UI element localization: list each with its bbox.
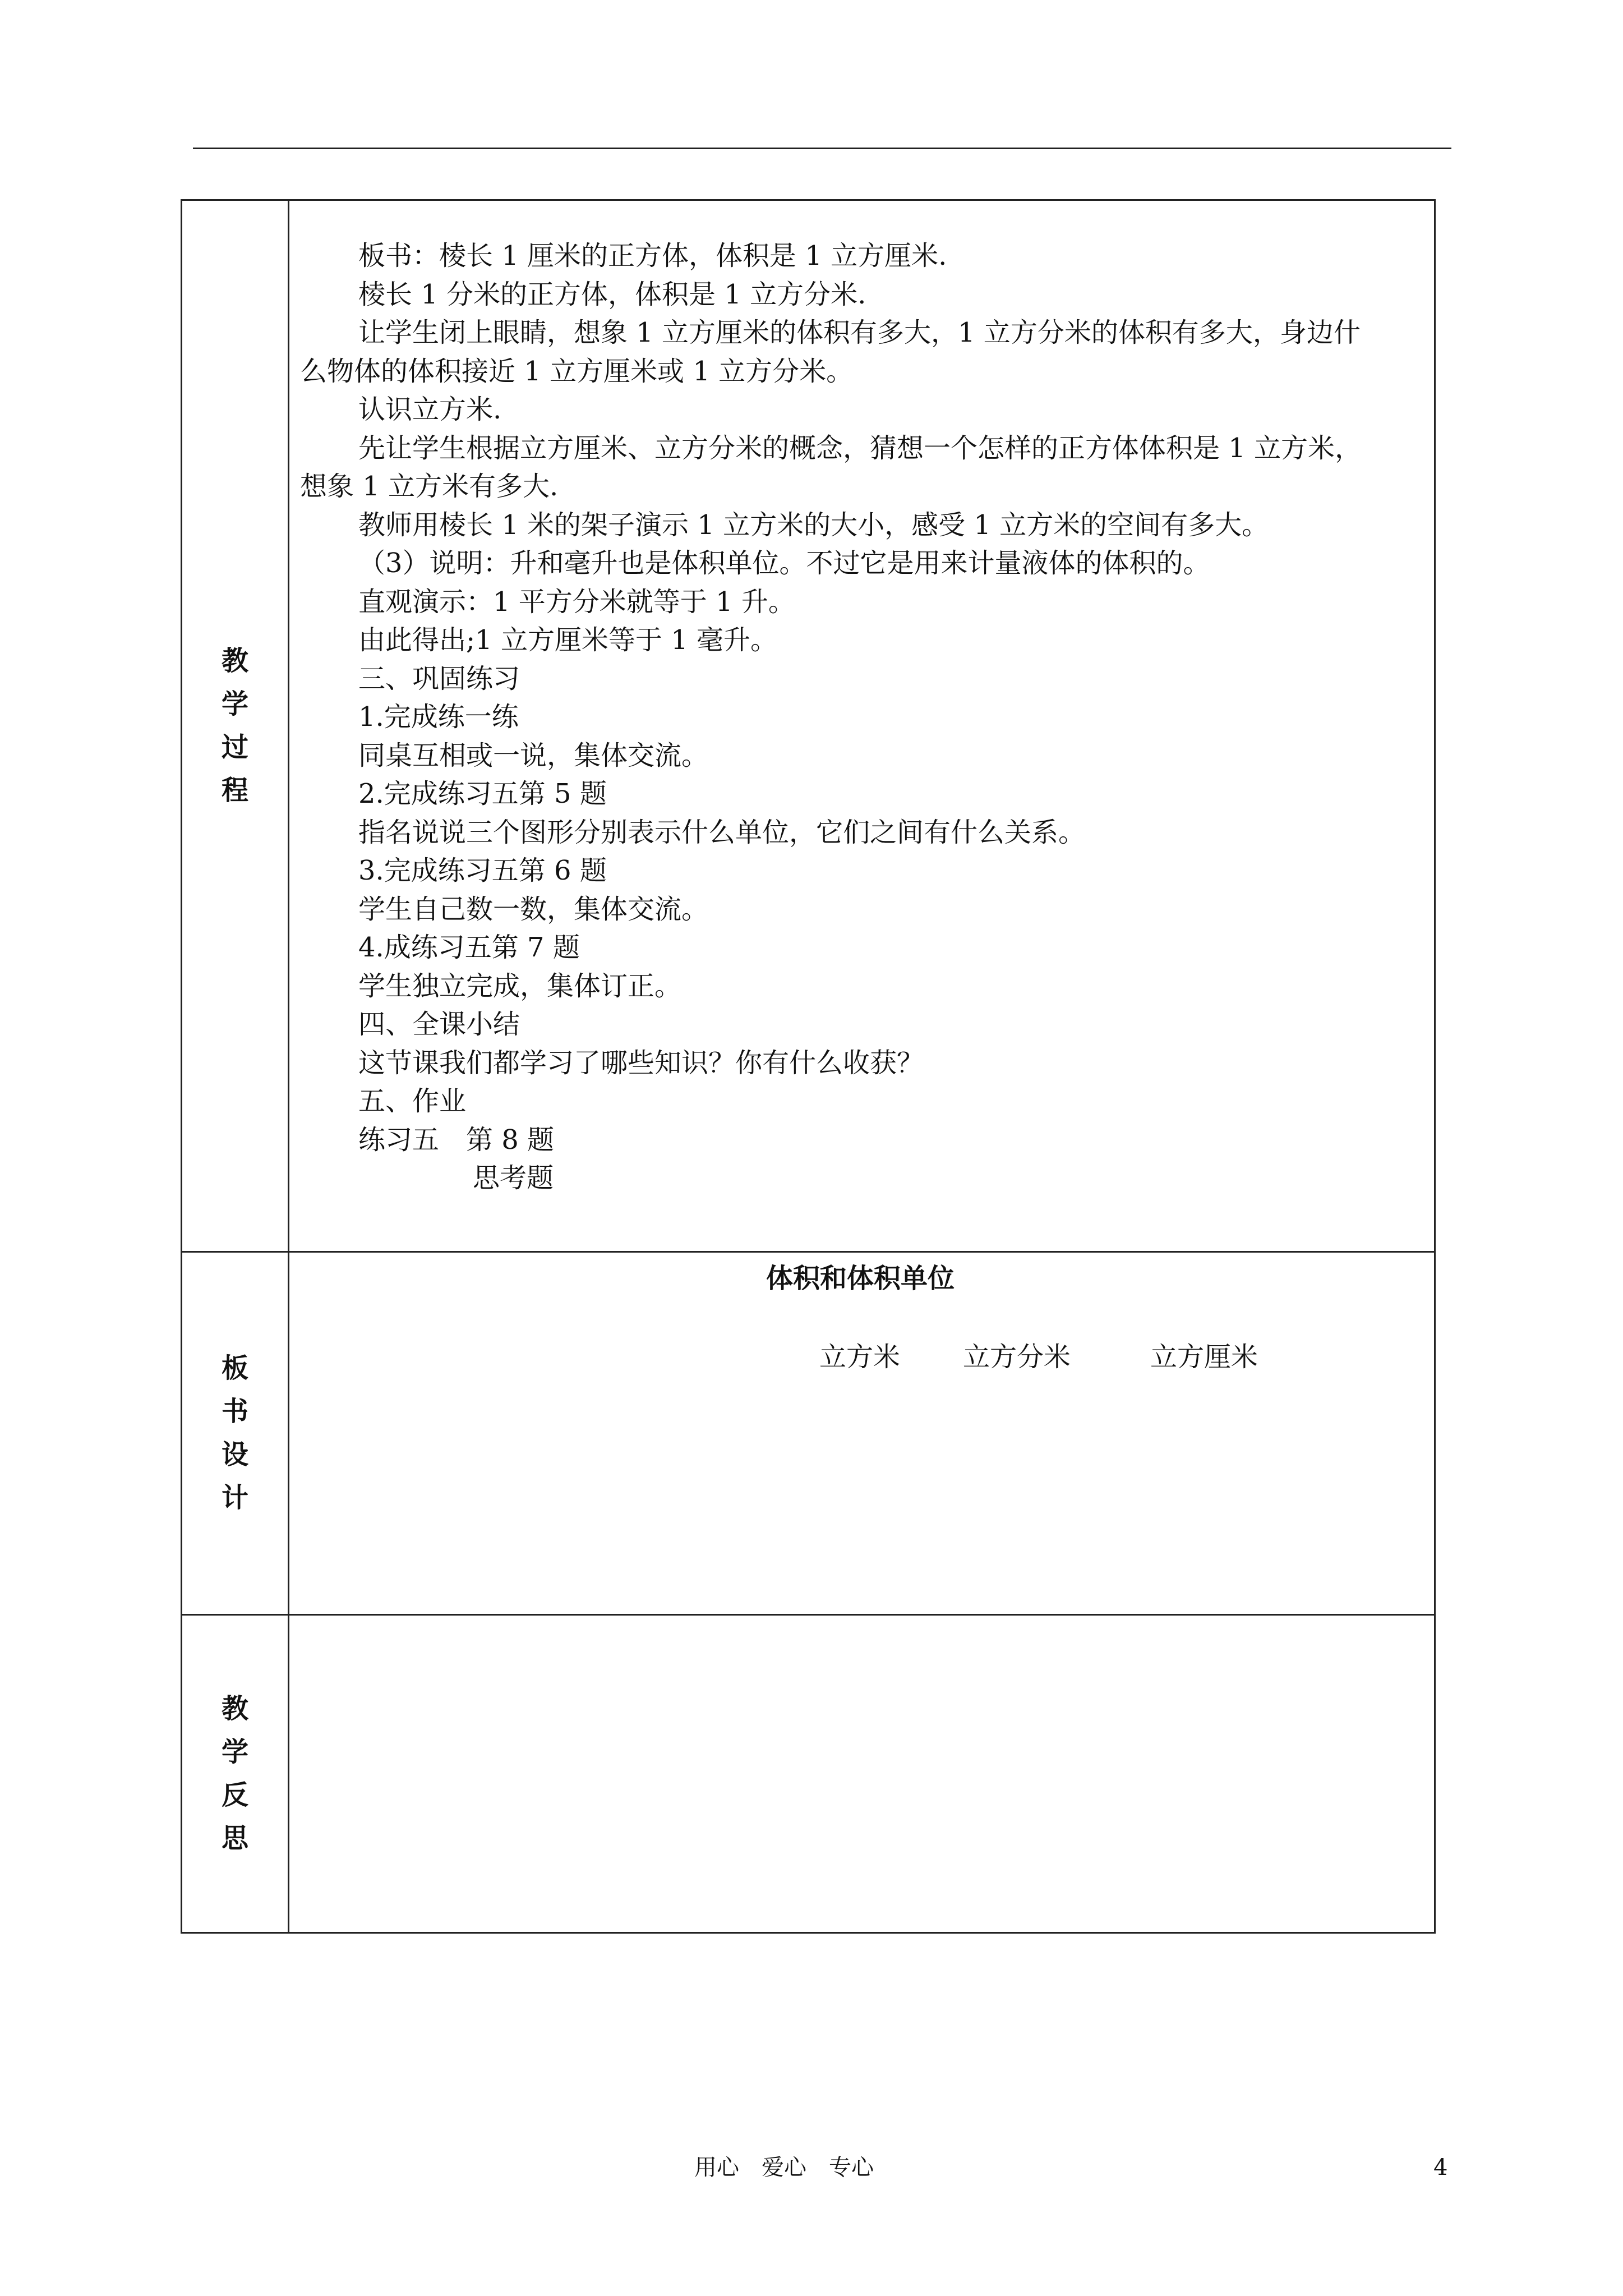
page-number: 4 <box>1433 2155 1448 2180</box>
process-line: 教师用棱长 1 米的架子演示 1 立方米的大小，感受 1 立方米的空间有多大。 <box>358 509 1269 541</box>
process-line: 想象 1 立方米有多大. <box>300 471 559 502</box>
reflection-label <box>182 1616 288 1932</box>
process-line: 3.完成练习五第 6 题 <box>358 855 607 886</box>
board-unit-cubic-centimeter: 立方厘米 <box>1150 1341 1258 1373</box>
process-line: 4.成练习五第 7 题 <box>358 932 580 963</box>
board-unit-cubic-decimeter: 立方分米 <box>963 1341 1071 1373</box>
process-line: 指名说说三个图形分别表示什么单位，它们之间有什么关系。 <box>358 817 1086 848</box>
board-label <box>182 1253 288 1614</box>
process-line: 思考题 <box>473 1162 554 1194</box>
process-line: 五、作业 <box>358 1085 467 1117</box>
process-label-char: 程 <box>221 775 248 806</box>
process-line: （3）说明：升和毫升也是体积单位。不过它是用来计量液体的体积的。 <box>358 547 1210 579</box>
lesson-table <box>181 199 1436 1934</box>
reflection-label-char: 反 <box>221 1779 248 1811</box>
process-label-char: 过 <box>221 731 248 763</box>
process-line: 2.完成练习五第 5 题 <box>358 778 607 809</box>
board-label-char: 板 <box>221 1352 248 1384</box>
process-line: 这节课我们都学习了哪些知识？你有什么收获？ <box>358 1047 924 1079</box>
process-label-char: 学 <box>221 688 248 720</box>
process-line: 同桌互相或一说，集体交流。 <box>358 740 709 771</box>
board-label-char: 设 <box>221 1439 248 1470</box>
reflection-label-char: 思 <box>221 1823 248 1854</box>
process-line: 1.完成练一练 <box>358 701 519 733</box>
reflection-label-char: 学 <box>221 1736 248 1768</box>
process-label <box>182 201 288 1251</box>
process-line: 让学生闭上眼睛，想象 1 立方厘米的体积有多大，1 立方分米的体积有多大，身边什 <box>358 317 1361 348</box>
process-line: 练习五 第 8 题 <box>358 1124 555 1156</box>
footer-motto: 用心 爱心 专心 <box>694 2155 874 2180</box>
process-label-char: 教 <box>221 645 248 677</box>
process-line: 四、全课小结 <box>358 1009 520 1040</box>
process-line: 三、巩固练习 <box>358 663 520 694</box>
board-unit-cubic-meter: 立方米 <box>819 1341 901 1373</box>
board-title: 体积和体积单位 <box>766 1263 955 1294</box>
board-content <box>292 1253 1428 1614</box>
process-line: 直观演示：1 平方分米就等于 1 升。 <box>358 586 795 618</box>
reflection-content <box>292 1616 1428 1932</box>
process-line: 板书：棱长 1 厘米的正方体，体积是 1 立方厘米. <box>358 240 947 272</box>
column-divider <box>288 201 289 1932</box>
process-line: 认识立方米. <box>358 394 502 425</box>
process-line: 棱长 1 分米的正方体，体积是 1 立方分米. <box>358 279 866 310</box>
board-label-char: 书 <box>221 1396 248 1427</box>
header-rule <box>193 148 1451 149</box>
process-line: 学生自己数一数，集体交流。 <box>358 894 709 925</box>
process-line: 学生独立完成，集体订正。 <box>358 970 682 1002</box>
reflection-label-char: 教 <box>221 1693 248 1724</box>
process-line: 么物体的体积接近 1 立方厘米或 1 立方分米。 <box>300 356 854 387</box>
process-content <box>292 201 1428 1251</box>
process-line: 先让学生根据立方厘米、立方分米的概念，猜想一个怎样的正方体体积是 1 立方米， <box>358 432 1362 464</box>
board-label-char: 计 <box>221 1482 248 1513</box>
process-line: 由此得出;1 立方厘米等于 1 毫升。 <box>358 624 778 656</box>
